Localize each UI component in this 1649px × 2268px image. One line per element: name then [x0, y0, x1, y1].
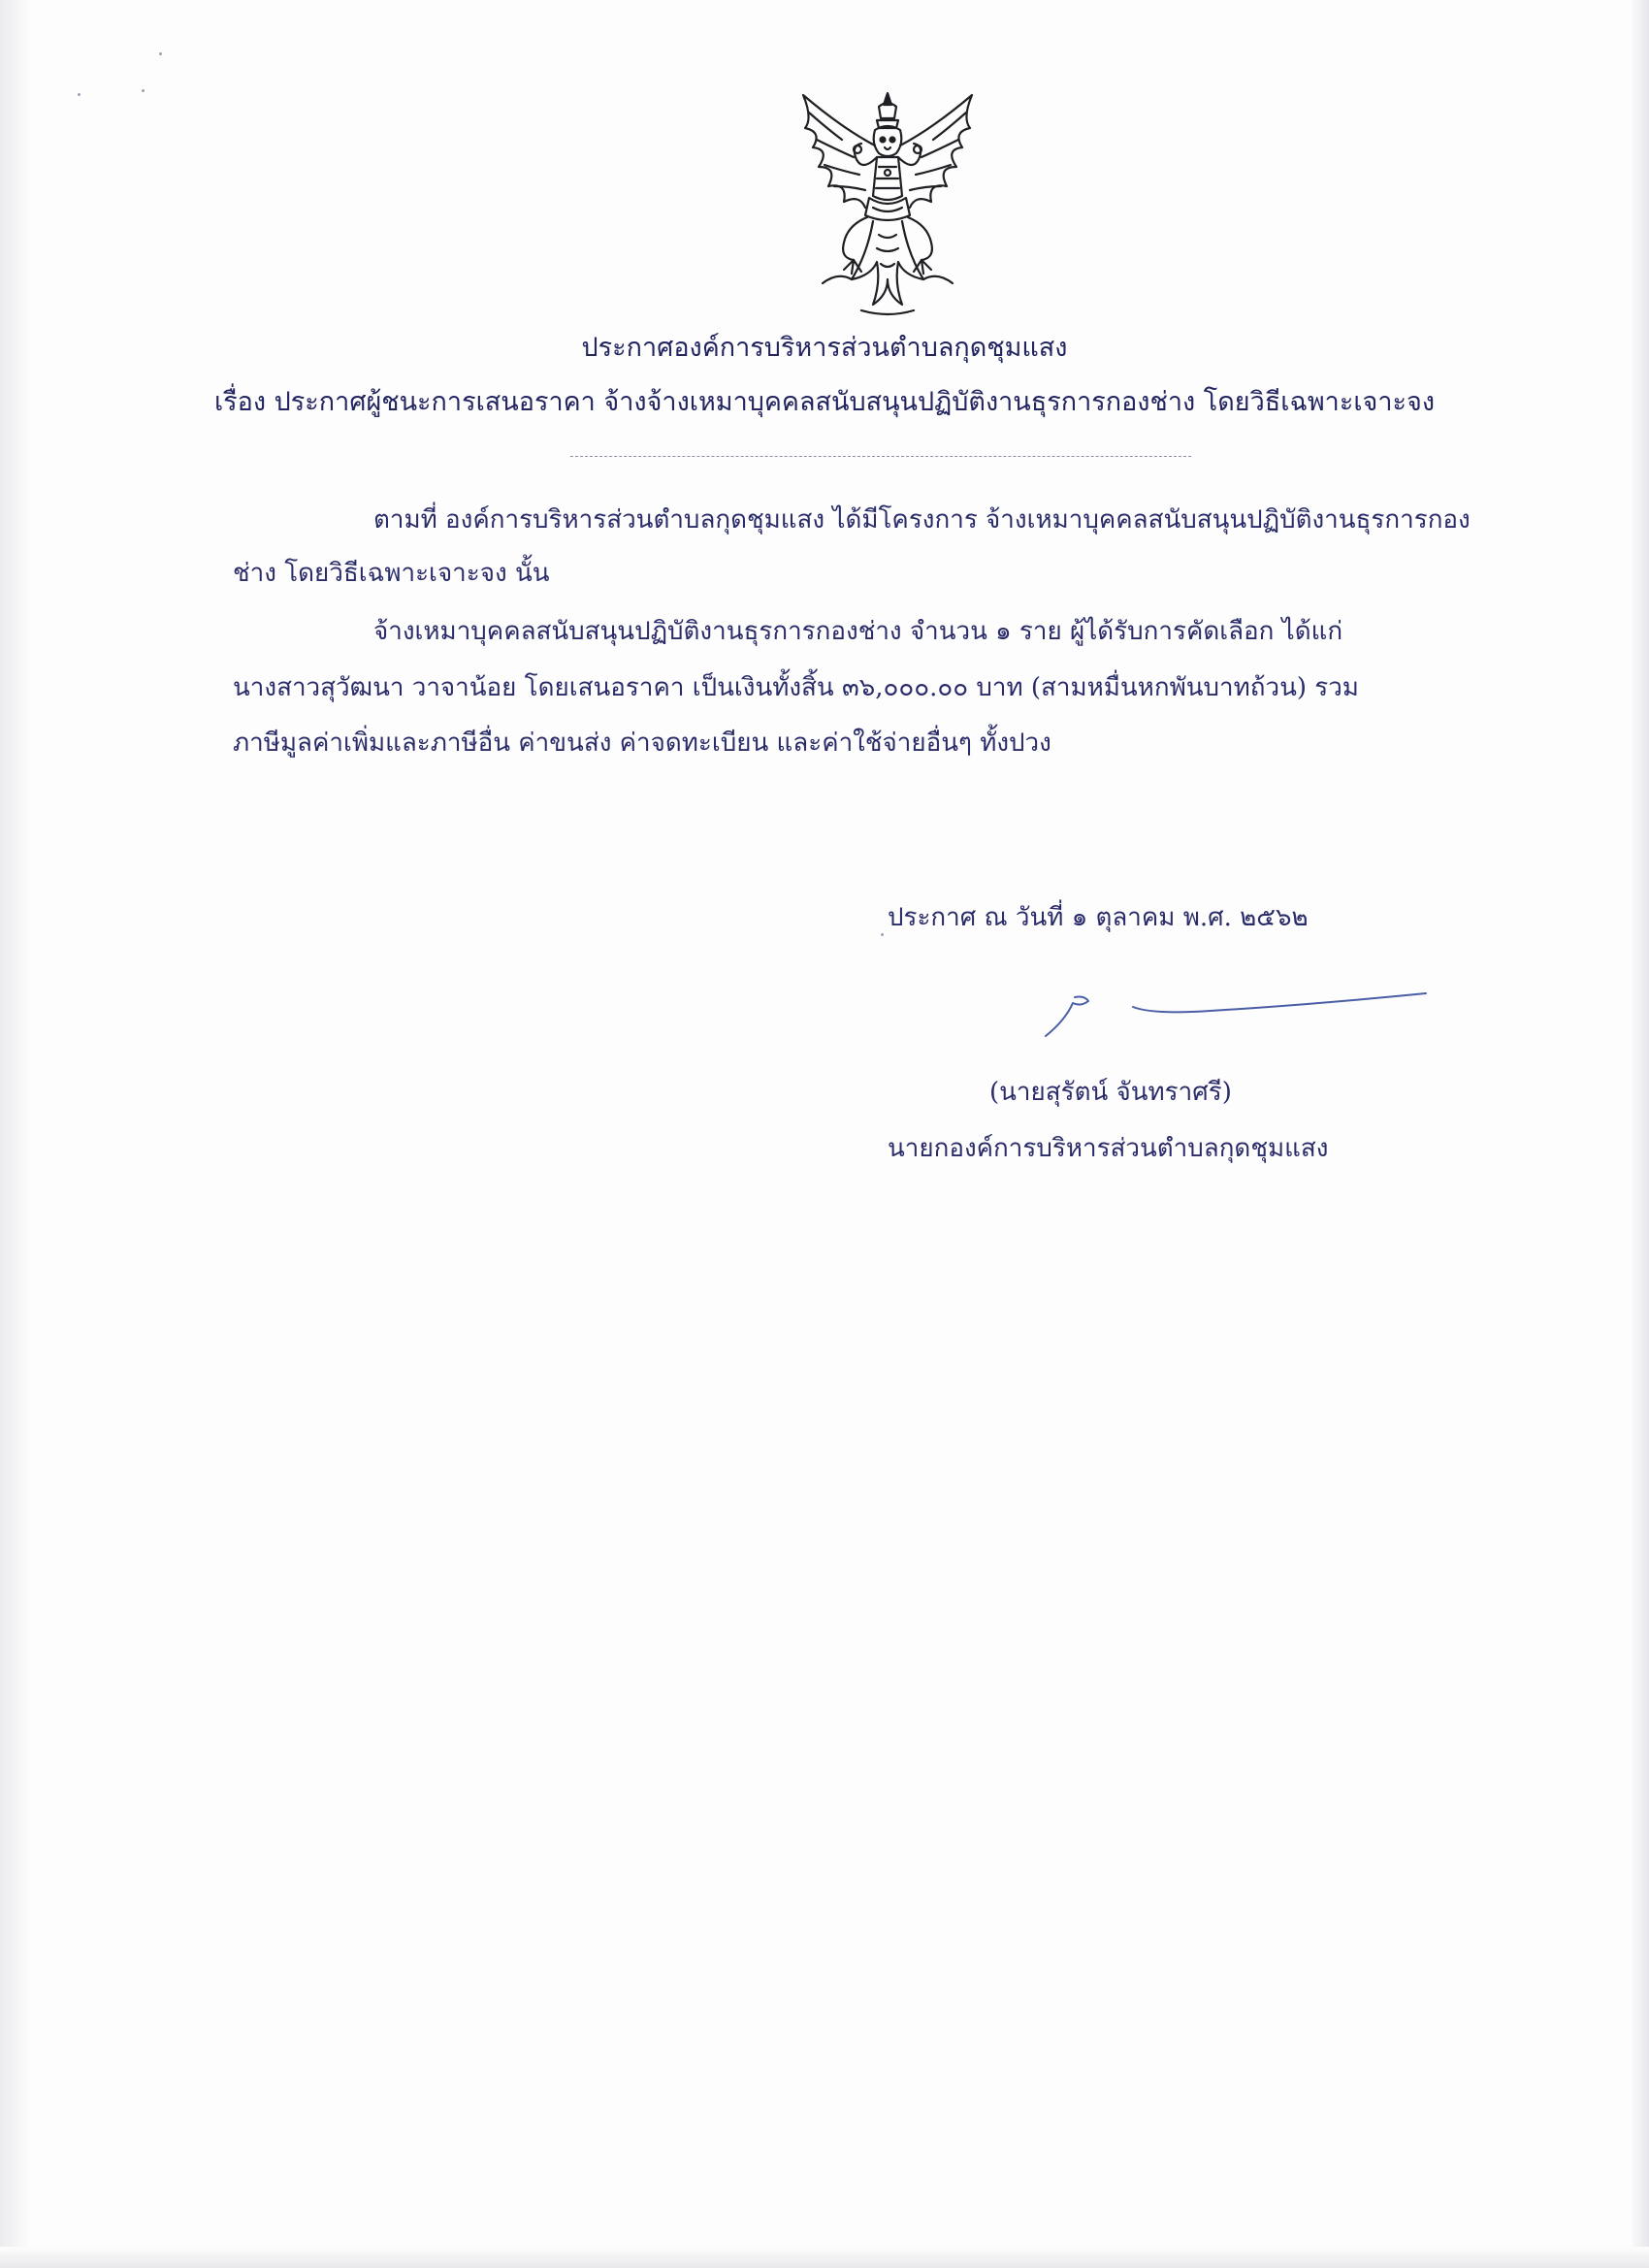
scan-speck — [78, 93, 81, 96]
signer-title: นายกองค์การบริหารส่วนตำบลกุดชุมแสง — [888, 1134, 1329, 1163]
signer-name: (นายสุรัตน์ จันทราศรี) — [989, 1078, 1232, 1107]
announcement-title: ประกาศองค์การบริหารส่วนตำบลกุดชุมแสง — [581, 333, 1068, 363]
scan-speck — [142, 89, 145, 92]
garuda-emblem-icon — [784, 89, 991, 318]
scan-speck — [159, 52, 162, 55]
title-divider — [570, 456, 1191, 457]
paragraph-1-line-1: ตามที่ องค์การบริหารส่วนตำบลกุดชุมแสง ได้มีโครงการ จ้างเหมาบุคคลสนับสนุนปฏิบัติงานธุรการกอง — [373, 505, 1471, 535]
paragraph-1-line-2: ช่าง โดยวิธีเฉพาะเจาะจง นั้น — [233, 559, 550, 588]
paragraph-2-line-3: ภาษีมูลค่าเพิ่มและภาษีอื่น ค่าขนส่ง ค่าจดทะเบียน และค่าใช้จ่ายอื่นๆ ทั้งปวง — [233, 729, 1051, 758]
scan-speck — [881, 933, 884, 936]
scan-edge-bottom — [0, 2247, 1649, 2268]
paragraph-2-line-1: จ้างเหมาบุคคลสนับสนุนปฏิบัติงานธุรการกองช่าง จำนวน ๑ ราย ผู้ได้รับการคัดเลือก ได้แก่ — [373, 617, 1343, 646]
announcement-subject: เรื่อง ประกาศผู้ชนะการเสนอราคา จ้างจ้างเหมาบุคคลสนับสนุนปฏิบัติงานธุรการกองช่าง โดยวิธีเฉพาะเจาะจง — [213, 387, 1436, 417]
announcement-date: ประกาศ ณ วันที่ ๑ ตุลาคม พ.ศ. ๒๕๖๒ — [888, 903, 1309, 932]
handwritten-signature — [1036, 989, 1434, 1048]
paragraph-2-line-2: นางสาวสุวัฒนา วาจาน้อย โดยเสนอราคา เป็นเงินทั้งสิ้น ๓๖,๐๐๐.๐๐ บาท (สามหมื่นหกพันบาทถ้วน) รวม — [233, 673, 1359, 702]
